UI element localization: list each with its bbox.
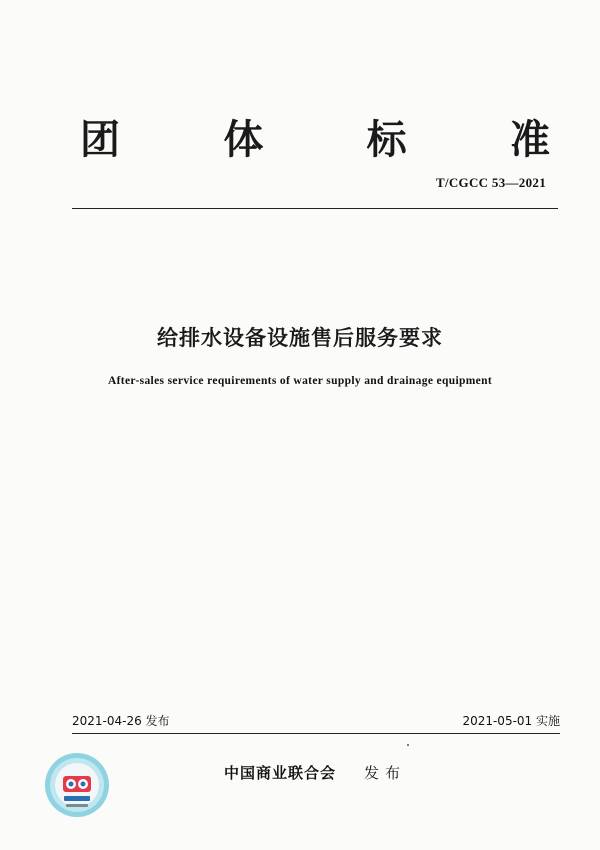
title-char-4: 准 [509,117,550,163]
standard-title-english: After-sales service requirements of water supply and drainage equipment [107,375,493,387]
title-char-2: 体 [223,117,264,163]
document-type-title [80,108,550,165]
scan-speck [407,744,409,746]
title-char-1: 团 [80,117,120,163]
standard-title-chinese: 给排水设备设施售后服务要求 [157,326,443,350]
publisher-line [224,762,406,783]
footer-divider [72,733,560,734]
title-char-3: 标 [366,117,407,163]
standard-number: T/CGCC 53—2021 [435,175,546,190]
publisher-name: 中国商业联合会 [224,764,337,782]
header-divider [72,208,558,209]
publish-date: 2021-04-26 发布 [72,714,170,728]
effective-date: 2021-05-01 实施 [462,714,560,728]
publisher-action: 发布 [364,764,407,782]
organization-seal-icon [44,752,110,818]
date-row [72,712,560,729]
